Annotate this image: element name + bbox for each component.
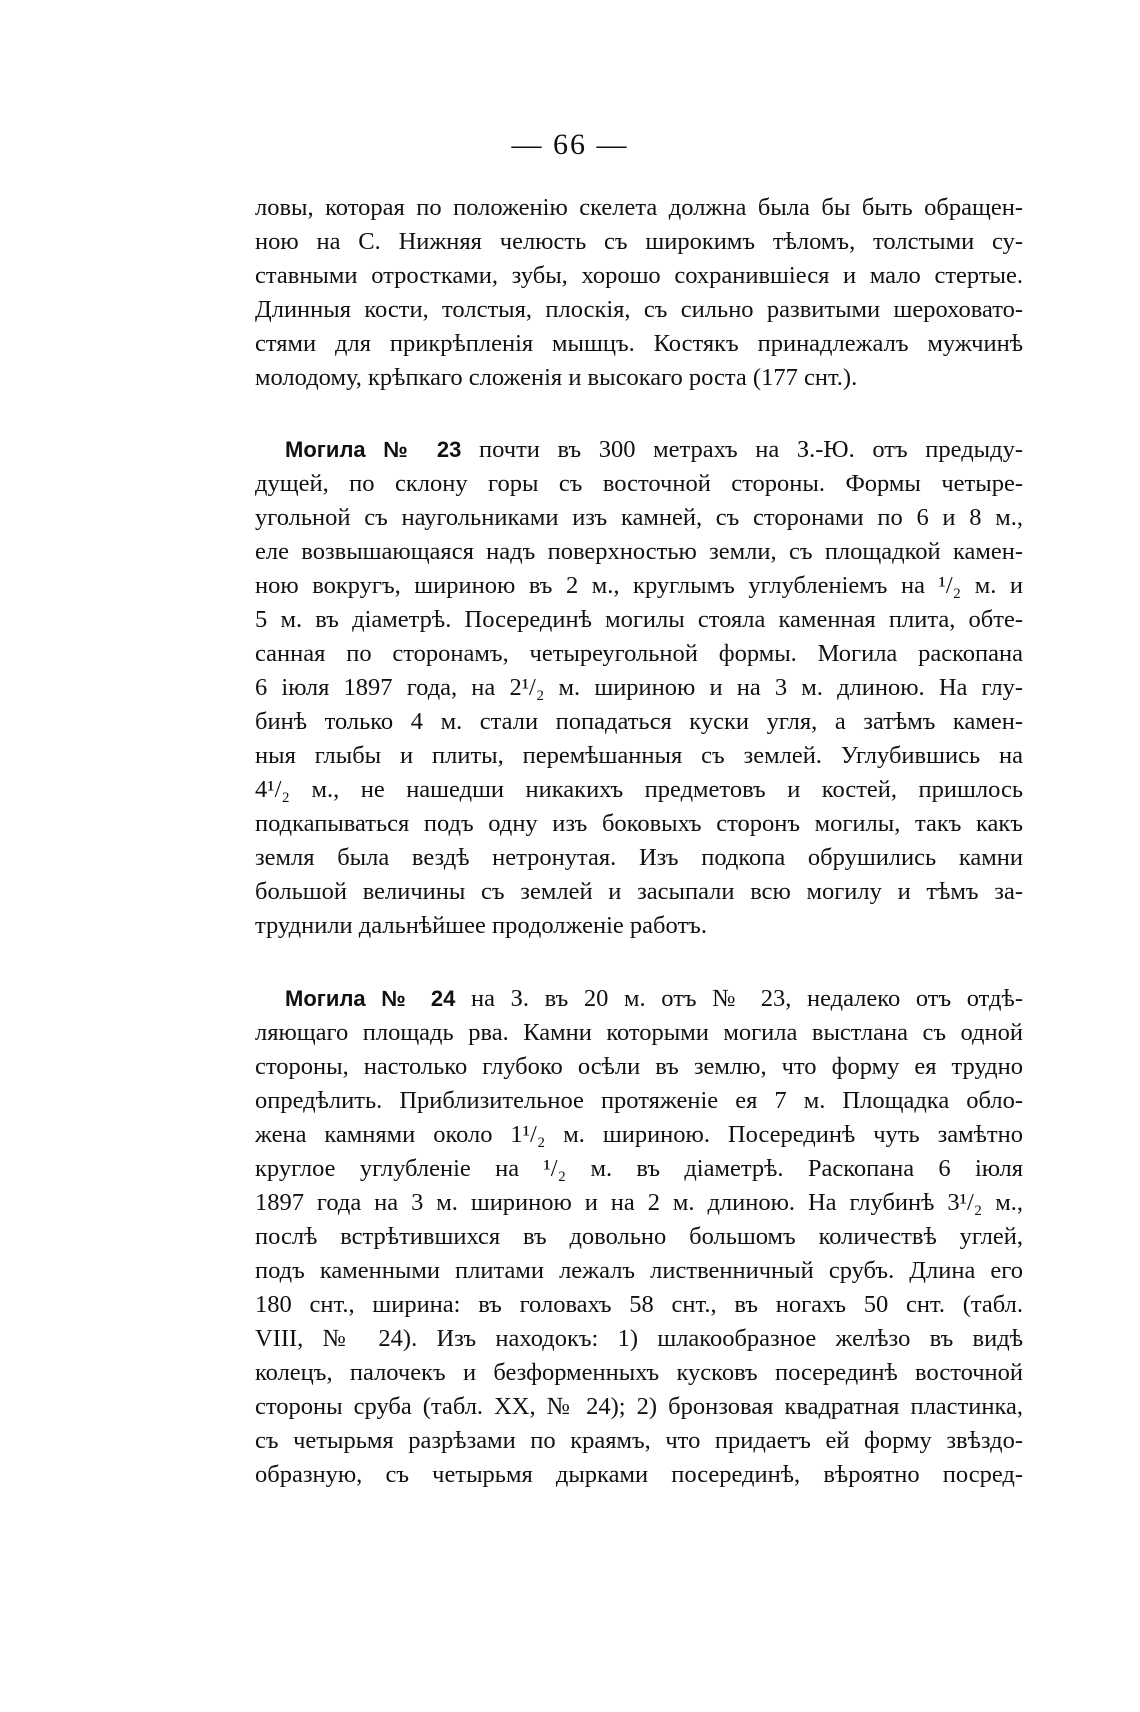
text-line: съ четырьмя разрѣзами по краямъ, что придаетъ ей форму звѣздо- — [255, 1427, 1023, 1454]
text-line: бинѣ только 4 м. стали попадаться куски угля, а затѣмъ камен- — [255, 708, 1023, 735]
text-line: ловы, которая по положенію скелета должна была бы быть обращен- — [255, 194, 1023, 221]
text-line: опредѣлить. Приблизительное протяженіе ея 7 м. Площадка обло- — [255, 1087, 1023, 1114]
text-line: 5 м. въ діаметрѣ. Посерединѣ могилы стояла каменная плита, обте- — [255, 606, 1023, 633]
grave-heading: Могила № 24 — [285, 986, 456, 1011]
text-line-rest: на З. въ 20 м. отъ № 23, недалеко отъ отдѣ- — [455, 985, 1023, 1012]
text-line-first — [255, 982, 1023, 1016]
text-line: стями для прикрѣпленія мышцъ. Костякъ принадлежалъ мужчинѣ — [255, 330, 1023, 357]
text-line: земля была вездѣ нетронутая. Изъ подкопа обрушились камни — [255, 844, 1023, 871]
text-line: жена камнями около 1¹/₂ м. шириною. Посерединѣ чуть замѣтно — [255, 1121, 1023, 1148]
text-line: ляющаго площадь рва. Камни которыми могила выстлана съ одной — [255, 1019, 1023, 1046]
text-line: 6 іюля 1897 года, на 2¹/₂ м. шириною и на 3 м. длиною. На глу- — [255, 674, 1023, 701]
text-line: подъ каменными плитами лежалъ лиственничный срубъ. Длина его — [255, 1257, 1023, 1284]
text-line: санная по сторонамъ, четыреугольной формы. Могила раскопана — [255, 640, 1023, 667]
text-line: ною вокругъ, шириною въ 2 м., круглымъ углубленіемъ на ¹/₂ м. и — [255, 572, 1023, 599]
text-line: угольной съ наугольниками изъ камней, съ сторонами по 6 и 8 м., — [255, 504, 1023, 531]
page-number: — 66 — — [511, 128, 629, 161]
text-line: 180 снт., ширина: въ головахъ 58 снт., въ ногахъ 50 снт. (табл. — [255, 1291, 1023, 1318]
text-line: Длинныя кости, толстыя, плоскія, съ сильно развитыми шероховато- — [255, 296, 1023, 323]
text-line: дущей, по склону горы съ восточной стороны. Формы четыре- — [255, 470, 1023, 497]
paragraph-1 — [255, 191, 1023, 395]
text-line: образную, съ четырьмя дырками посерединѣ, вѣроятно посред- — [255, 1461, 1023, 1488]
text-line-rest: почти въ 300 метрахъ на З.-Ю. отъ предыду- — [461, 436, 1023, 463]
paragraph-grave-24 — [255, 982, 1023, 1492]
text-line: круглое углубленіе на ¹/₂ м. въ діаметрѣ. Раскопана 6 іюля — [255, 1155, 1023, 1182]
text-line: подкапываться подъ одну изъ боковыхъ сторонъ могилы, такъ какъ — [255, 810, 1023, 837]
text-line: VIII, № 24). Изъ находокъ: 1) шлакообразное желѣзо въ видѣ — [255, 1325, 1023, 1352]
text-line: еле возвышающаяся надъ поверхностью земли, съ площадкой камен- — [255, 538, 1023, 565]
text-line: 1897 года на 3 м. шириною и на 2 м. длиною. На глубинѣ 3¹/₂ м., — [255, 1189, 1023, 1216]
text-line: колецъ, палочекъ и безформенныхъ кусковъ посерединѣ восточной — [255, 1359, 1023, 1386]
text-line: большой величины съ землей и засыпали всю могилу и тѣмъ за- — [255, 878, 1023, 905]
text-line: стороны, настолько глубоко осѣли въ землю, что форму ея трудно — [255, 1053, 1023, 1080]
text-line: ставными отростками, зубы, хорошо сохранившіеся и мало стертые. — [255, 262, 1023, 289]
text-line: ныя глыбы и плиты, перемѣшанныя съ землей. Углубившись на — [255, 742, 1023, 769]
grave-heading: Могила № 23 — [285, 437, 462, 462]
text-line: молодому, крѣпкаго сложенія и высокаго роста (177 снт.). — [255, 364, 858, 391]
text-line: послѣ встрѣтившихся въ довольно большомъ количествѣ углей, — [255, 1223, 1023, 1250]
text-line: ною на С. Нижняя челюсть съ широкимъ тѣломъ, толстыми су- — [255, 228, 1023, 255]
paragraph-grave-23 — [255, 433, 1023, 943]
text-line: труднили дальнѣйшее продолженіе работъ. — [255, 912, 707, 939]
text-line-first — [255, 433, 1023, 467]
text-line: 4¹/₂ м., не нашедши никакихъ предметовъ и костей, пришлось — [255, 776, 1023, 803]
text-line: стороны сруба (табл. XX, № 24); 2) бронзовая квадратная пластинка, — [255, 1393, 1023, 1420]
